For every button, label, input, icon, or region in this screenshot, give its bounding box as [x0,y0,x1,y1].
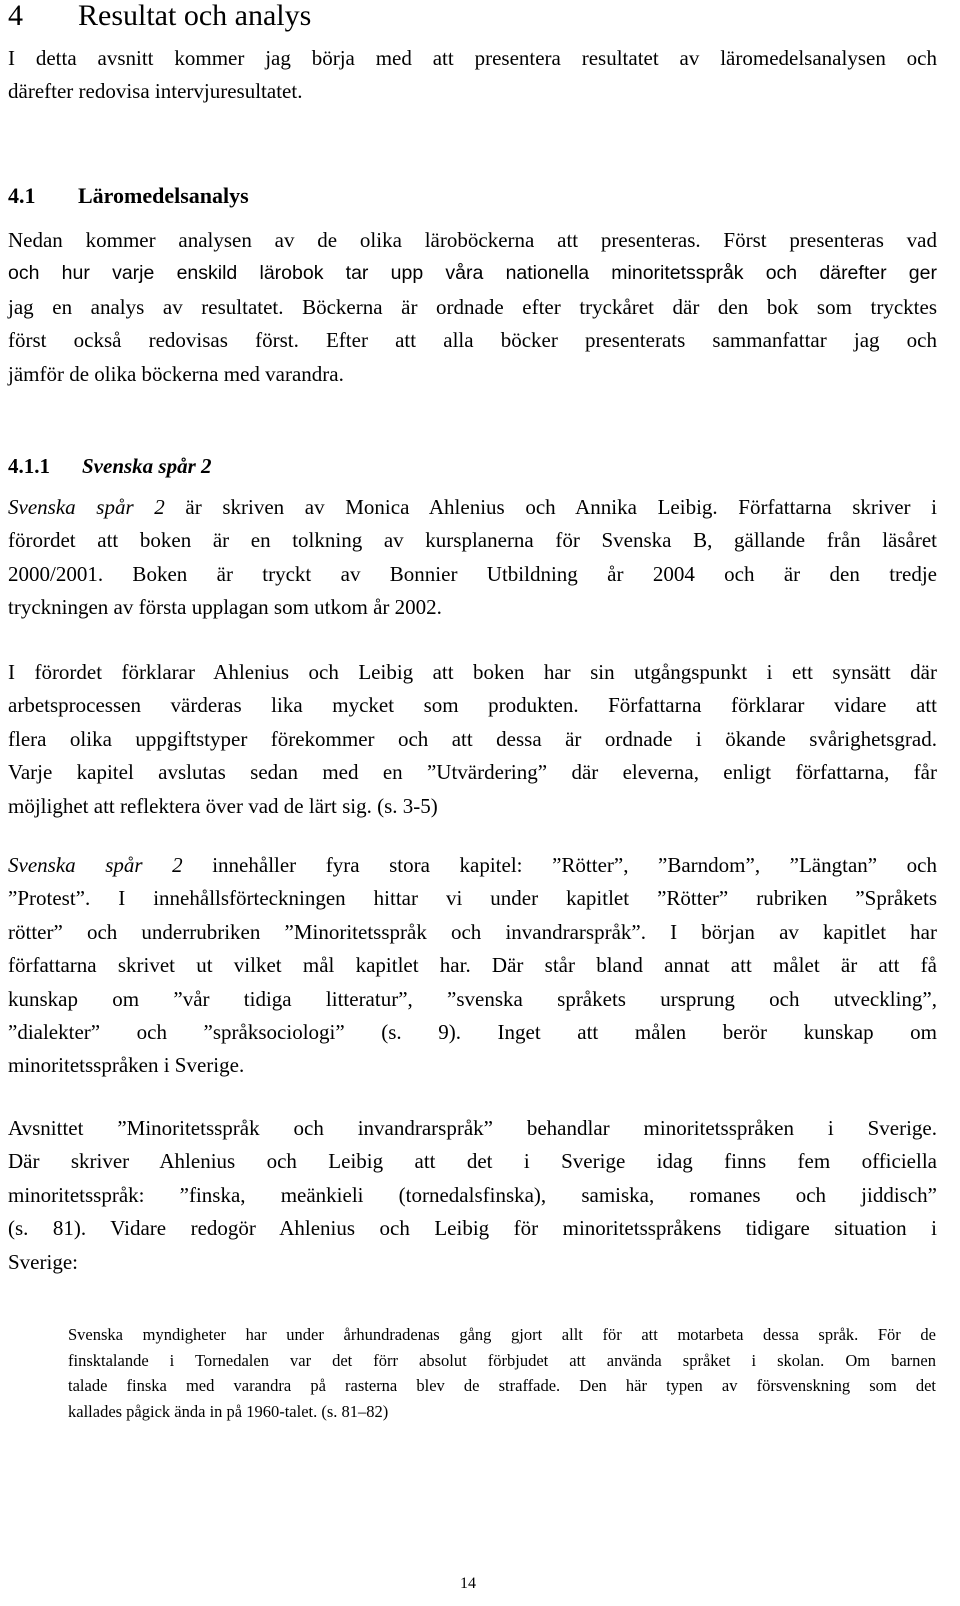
paragraph-line: kunskap om ”vår tidiga litteratur”, ”svenska språkets ursprung och utveckling”, [8,986,937,1011]
page-number: 14 [460,1575,476,1592]
book-title: Svenska spår 2 [8,495,165,519]
kapitel-paragraph [8,849,937,1083]
paragraph-line [8,224,937,257]
intro-paragraph [8,42,937,109]
section-title: Läromedelsanalys [78,183,249,208]
forordet-paragraph [8,656,937,823]
paragraph-line: rötter” och underrubriken ”Minoritetsspråk och invandrarspråk”. I början av kapitlet har [8,919,937,944]
paragraph-line-text: innehåller fyra stora kapitel: ”Rötter”, ”Barndom”, ”Längtan” och [182,853,938,877]
paragraph-line-text: Nedan kommer analysen av de olika läroböckerna att presenteras. Först presenteras vad [8,228,937,252]
paragraph-line-text: är skriven av Monica Ahlenius och Annika Leibig. Författarna skriver i [164,495,937,519]
quote-line: talade finska med varandra på rasterna blev de straffade. Den här typen av försvenskning som det [68,1376,936,1395]
paragraph-line: flera olika uppgiftstyper förekommer och att dessa är ordnade i ökande svårighetsgrad. [8,726,937,751]
paragraph-line: därefter redovisa intervjuresultatet. [8,79,303,104]
paragraph-line: Avsnittet ”Minoritetsspråk och invandrarspråk” behandlar minoritetsspråken i Sverige. [8,1116,937,1140]
subsection-heading [8,452,212,480]
paragraph-line: minoritetsspråk: ”finska, meänkieli (tornedalsfinska), samiska, romanes och jiddisch” [8,1182,937,1207]
svenska-spar-paragraph [8,491,937,625]
paragraph-line: och hur varje enskild lärobok tar upp våra nationella minoritetsspråk och därefter ger [8,262,937,285]
block-quote [68,1322,936,1424]
paragraph-line: möjlighet att reflektera över vad de lärt sig. (s. 3-5) [8,793,438,818]
quote-line: finsktalande i Tornedalen var det förr absolut förbjudet att använda språket i skolan. Om barnen [68,1350,936,1370]
paragraph-line: I detta avsnitt kommer jag börja med att presentera resultatet av läromedelsanalysen och [8,46,937,70]
chapter-title: Resultat och analys [78,0,312,32]
paragraph-line: arbetsprocessen värderas lika mycket som produkten. Författarna förklarar vidare att [8,693,937,718]
laromedel-paragraph [8,224,937,391]
paragraph-line [8,491,937,524]
paragraph-line: Varje kapitel avslutas sedan med en ”Utvärdering” där eleverna, enligt författarna, får [8,760,937,785]
paragraph-line: först också redovisas först. Efter att alla böcker presenterats sammanfattar jag och [8,328,937,353]
paragraph-line: författarna skrivet ut vilket mål kapitlet har. Där står bland annat att målet är att få [8,953,937,978]
paragraph-line: minoritetsspråken i Sverige. [8,1053,245,1078]
section-number: 4.1 [8,183,36,208]
section-heading [8,182,249,210]
avsnittet-paragraph [8,1112,937,1279]
chapter-number: 4 [8,0,23,32]
paragraph-line: ”dialekter” och ”språksociologi” (s. 9). Inget att målen berör kunskap om [8,1020,937,1045]
paragraph-line: jämför de olika böckerna med varandra. [8,361,344,386]
paragraph-line: jag en analys av resultatet. Böckerna är ordnade efter tryckåret där den bok som trycktes [8,294,937,319]
quote-line: kallades pågick ända in på 1960-talet. (s. 81–82) [68,1401,389,1421]
paragraph-line: tryckningen av första upplagan som utkom år 2002. [8,595,442,620]
paragraph-line: Sverige: [8,1249,78,1274]
paragraph-line: ”Protest”. I innehållsförteckningen hittar vi under kapitlet ”Rötter” rubriken ”Språkets [8,886,937,911]
paragraph-line [8,849,937,882]
paragraph-line: Där skriver Ahlenius och Leibig att det i Sverige idag finns fem officiella [8,1149,937,1174]
paragraph-line: förordet att boken är en tolkning av kursplanerna för Svenska B, gällande från läsåret [8,528,937,553]
book-title: Svenska spår 2 [8,853,183,877]
subsection-number: 4.1.1 [8,454,50,478]
quote-line: Svenska myndigheter har under århundradenas gång gjort allt för att motarbeta dessa språk. För de [68,1325,936,1344]
paragraph-line: 2000/2001. Boken är tryckt av Bonnier Utbildning år 2004 och är den tredje [8,561,937,586]
chapter-heading [8,0,311,34]
paragraph-line: (s. 81). Vidare redogör Ahlenius och Leibig för minoritetsspråkens tidigare situation i [8,1216,937,1241]
paragraph-line: I förordet förklarar Ahlenius och Leibig att boken har sin utgångspunkt i ett synsätt där [8,660,937,684]
subsection-title: Svenska spår 2 [82,454,212,478]
